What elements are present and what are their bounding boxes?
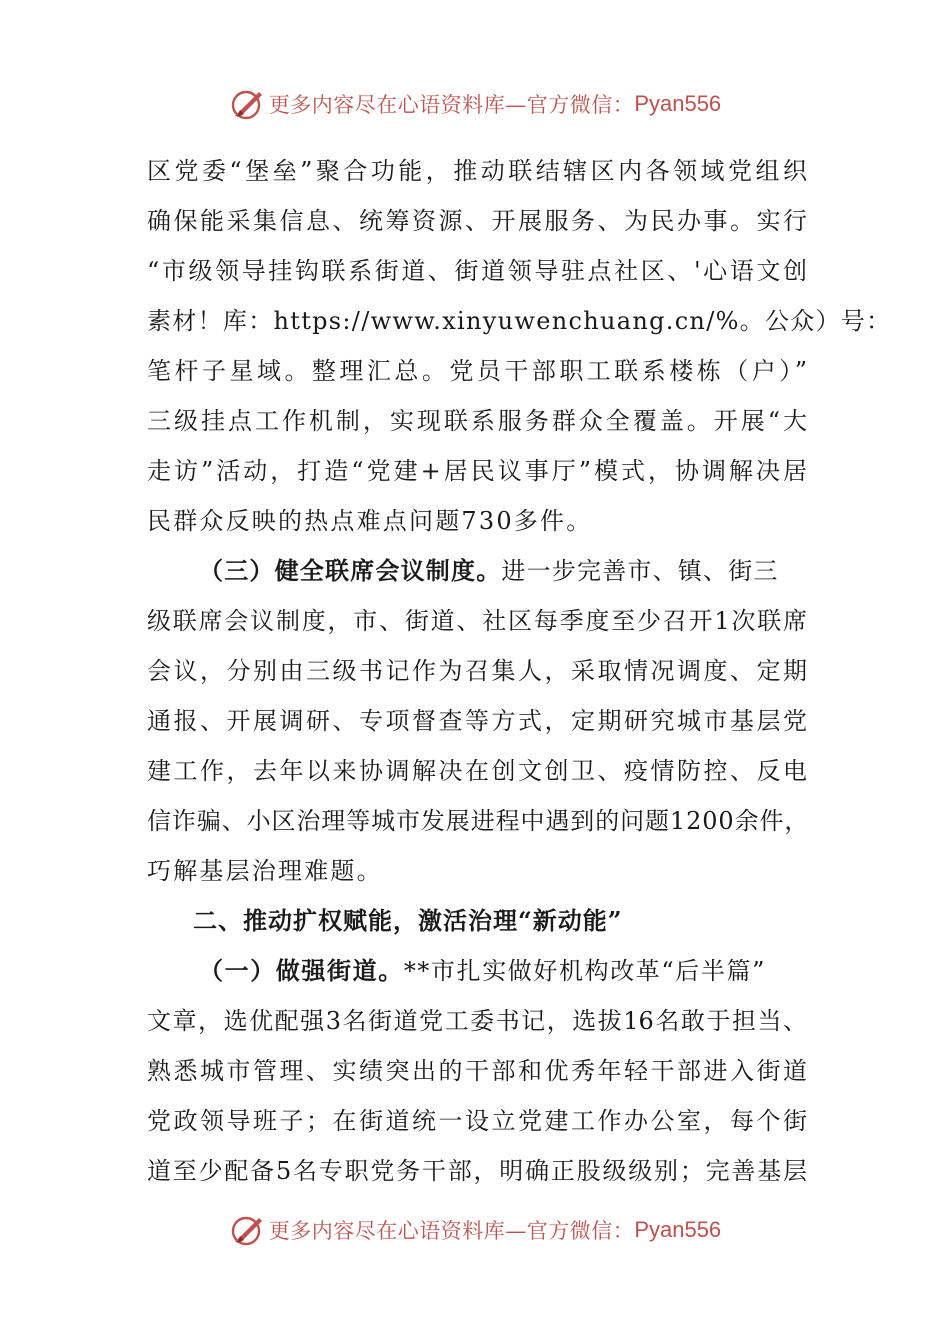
quill-logo-icon xyxy=(229,1212,265,1248)
text-line: 党政领导班子；在街道统一设立党建工作办公室，每个街 xyxy=(147,1107,807,1135)
document-body xyxy=(147,146,892,1196)
text-line: 民群众反映的热点难点问题730多件。 xyxy=(147,507,593,535)
text-line: 走访”活动，打造“党建+居民议事厅”模式，协调解决居 xyxy=(147,457,807,485)
text-line: 巧解基层治理难题。 xyxy=(147,857,383,885)
subheading-line xyxy=(147,546,807,596)
watermark-text: 更多内容尽在心语资料库—官方微信： xyxy=(268,1219,635,1243)
text-line: 笔杆子星域。整理汇总。党员干部职工联系楼栋（户）” xyxy=(147,357,807,385)
text-line: 级联席会议制度，市、街道、社区每季度至少召开1次联席 xyxy=(147,607,807,635)
watermark-wechat-id: Pyan556 xyxy=(634,1217,722,1242)
watermark-header xyxy=(0,84,950,124)
watermark-text: 更多内容尽在心语资料库—官方微信： xyxy=(268,93,635,117)
text-line: 通报、开展调研、专项督查等方式，定期研究城市基层党 xyxy=(147,707,807,735)
text-line: 熟悉城市管理、实绩突出的干部和优秀年轻干部进入街道 xyxy=(147,1057,807,1085)
text-line: 文章，选优配强3名街道党工委书记，选拔16名敢于担当、 xyxy=(147,1007,807,1035)
watermark-footer xyxy=(0,1210,950,1250)
section-heading-2: 二、推动扩权赋能，激活治理“新动能” xyxy=(193,906,623,935)
subheading-3: （三）健全联席会议制度。 xyxy=(199,556,502,585)
watermark-wechat-id: Pyan556 xyxy=(634,91,722,116)
text-line: 道至少配备5名专职党务干部，明确正股级级别；完善基层 xyxy=(147,1157,807,1185)
section-heading-line xyxy=(147,896,807,946)
text-line: “市级领导挂钩联系街道、街道领导驻点社区、'心语文创 xyxy=(147,257,807,285)
text-line: 确保能采集信息、统筹资源、开展服务、为民办事。实行 xyxy=(147,207,807,235)
quill-logo-icon xyxy=(229,86,265,122)
subheading-1-text: **市扎实做好机构改革“后半篇” xyxy=(403,957,766,985)
text-line: 会议，分别由三级书记作为召集人，采取情况调度、定期 xyxy=(147,657,807,685)
text-line: 区党委“堡垒”聚合功能，推动联结辖区内各领域党组织 xyxy=(147,157,807,185)
text-line: 信诈骗、小区治理等城市发展进程中遇到的问题1200余件， xyxy=(147,807,810,835)
text-line: 三级挂点工作机制，实现联系服务群众全覆盖。开展“大 xyxy=(147,407,807,435)
subheading-3-text: 进一步完善市、镇、街三 xyxy=(501,557,779,585)
text-line: 建工作，去年以来协调解决在创文创卫、疫情防控、反电 xyxy=(147,757,807,785)
text-line-url: 素材！库：https://www.xinyuwenchuang.cn/%。公众）号： xyxy=(147,307,892,335)
subheading-1: （一）做强街道。 xyxy=(199,956,404,985)
subheading-line xyxy=(147,946,807,996)
